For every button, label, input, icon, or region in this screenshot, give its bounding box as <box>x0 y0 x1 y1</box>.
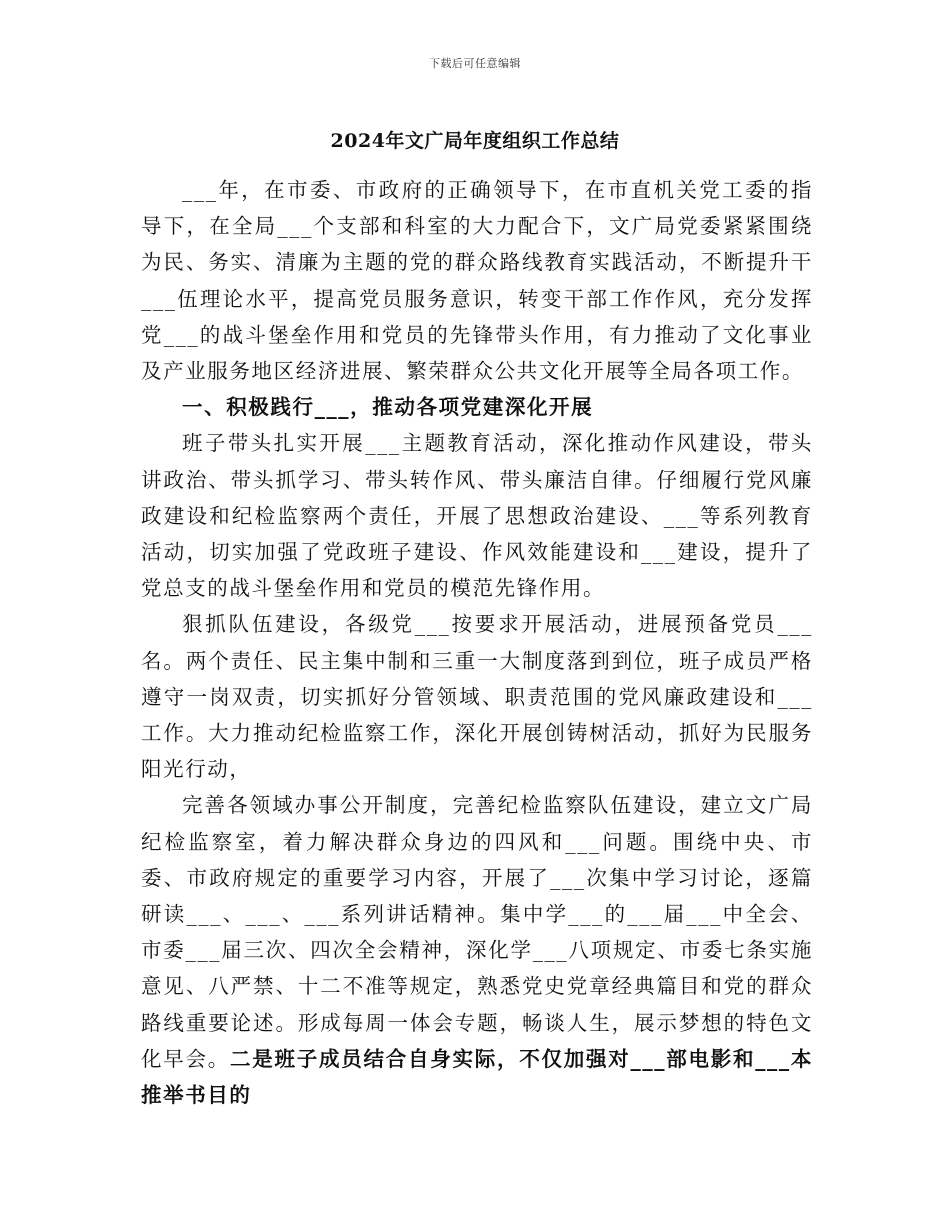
body-paragraph-3 <box>141 787 813 1113</box>
document-body <box>141 172 813 1113</box>
section-heading-1: 一、积极践行___，推动各项党建深化开展 <box>182 395 594 420</box>
header-note: 下载后可任意编辑 <box>429 57 521 70</box>
document-title: 2024年文广局年度组织工作总结 <box>330 130 620 152</box>
emphasized-sentence: 二是班子成员结合自身实际，不仅加强对___部电影和___本推举书目的 <box>141 1046 813 1108</box>
intro-paragraph: ___年，在市委、市政府的正确领导下，在市直机关党工委的指导下，在全局___个支部和科室的大力配合下，文广局党委紧紧围绕为民、务实、清廉为主题的党的群众路线教育实践活动，不断提升干___伍理论水平，提高党员服务意识，转变干部工作作风，充分发挥党___的战斗堡垒作用和党员的先锋带头作用，有力推动了文化事业及产业服务地区经济进展、繁荣群众公共文化开展等全局各项工作。 <box>141 178 813 384</box>
body-paragraph-1: 班子带头扎实开展___主题教育活动，深化推动作风建设，带头讲政治、带头抓学习、带头转作风、带头廉洁自律。仔细履行党风廉政建设和纪检监察两个责任，开展了思想政治建设、___等系列教育活动，切实加强了党政班子建设、作风效能建设和___建设，提升了党总支的战斗堡垒作用和党员的模范先锋作用。 <box>141 431 813 601</box>
body-paragraph-3-text: 完善各领域办事公开制度，完善纪检监察队伍建设，建立文广局纪检监察室，着力解决群众身边的四风和___问题。围绕中央、市委、市政府规定的重要学习内容，开展了___次集中学习讨论，逐篇研读___、___、___系列讲话精神。集中学___的___届___中全会、市委___届三次、四次全会精神，深化学___八项规定、市委七条实施意见、八严禁、十二不准等规定，熟悉党史党章经典篇目和党的群众路线重要论述。形成每周一体会专题，畅谈人生，展示梦想的特色文化早会。 <box>141 793 813 1071</box>
body-paragraph-2: 狠抓队伍建设，各级党___按要求开展活动，进展预备党员___名。两个责任、民主集中制和三重一大制度落到到位，班子成员严格遵守一岗双责，切实抓好分管领域、职责范围的党风廉政建设和___工作。大力推动纪检监察工作，深化开展创铸树活动，抓好为民服务阳光行动， <box>141 612 813 782</box>
